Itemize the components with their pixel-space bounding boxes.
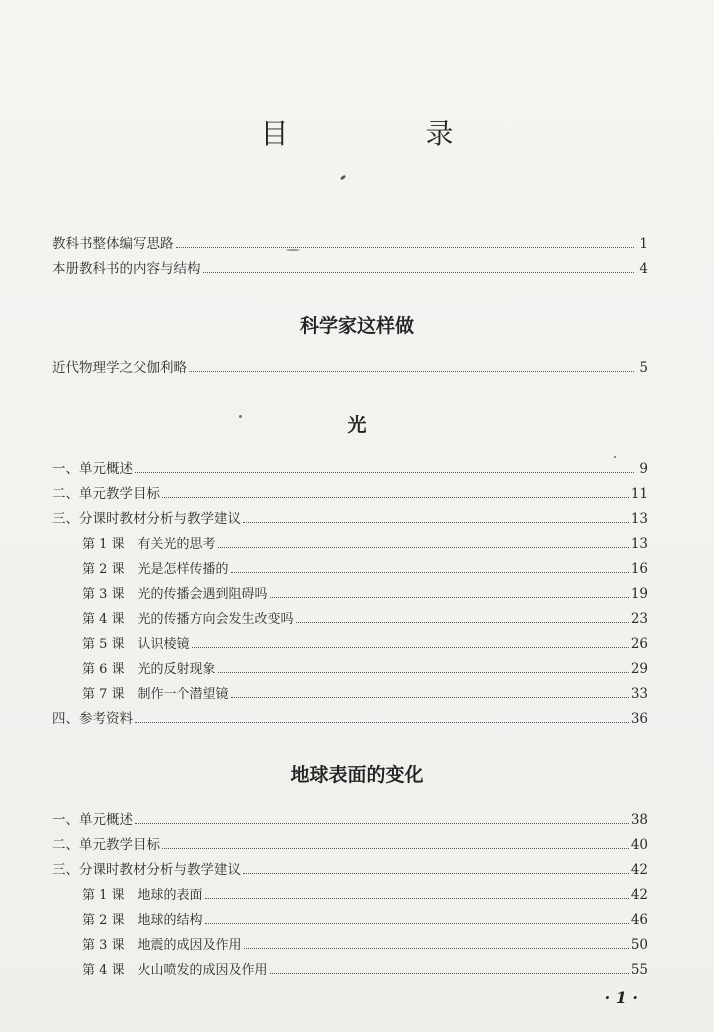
toc-entry[interactable]	[52, 259, 648, 277]
entry-label: 一、单元概述	[52, 812, 133, 828]
toc-lesson-entry[interactable]	[82, 935, 648, 953]
entry-label: 三、分课时教材分析与教学建议	[52, 862, 241, 878]
toc-entry[interactable]	[52, 860, 648, 878]
leader-dots	[243, 522, 629, 523]
leader-dots	[270, 597, 629, 598]
leader-dots	[231, 572, 629, 573]
toc-lesson-entry[interactable]	[82, 609, 648, 627]
scan-speck	[239, 415, 242, 418]
leader-dots	[205, 923, 629, 924]
entry-label: 第 3 课 光的传播会遇到阻碍吗	[82, 587, 268, 602]
entry-label: 二、单元教学目标	[52, 486, 160, 502]
section-heading-earth: 地球表面的变化	[290, 764, 424, 786]
toc-entry[interactable]	[52, 835, 648, 853]
toc-entry[interactable]	[52, 459, 648, 477]
scan-speck	[286, 249, 300, 251]
section-heading-light: 光	[347, 414, 367, 436]
entry-page: 9	[639, 461, 648, 477]
scan-speck	[340, 174, 347, 180]
entry-label: 第 3 课 地震的成因及作用	[82, 938, 242, 953]
entry-label: 第 1 课 有关光的思考	[82, 537, 216, 552]
leader-dots	[243, 873, 629, 874]
entry-page: 16	[630, 561, 648, 577]
entry-page: 29	[630, 661, 648, 677]
leader-dots	[203, 272, 635, 273]
entry-label: 第 2 课 光是怎样传播的	[82, 562, 229, 577]
page-title: 目 录	[260, 117, 518, 150]
entry-label: 第 4 课 火山喷发的成因及作用	[82, 963, 268, 978]
leader-dots	[162, 848, 629, 849]
entry-page: 26	[630, 636, 648, 652]
leader-dots	[231, 697, 629, 698]
toc-entry[interactable]	[52, 234, 648, 252]
entry-label: 第 7 课 制作一个潜望镜	[82, 687, 229, 702]
entry-label: 第 6 课 光的反射现象	[82, 662, 216, 677]
entry-page: 42	[630, 887, 648, 903]
toc-lesson-entry[interactable]	[82, 534, 648, 552]
toc-lesson-entry[interactable]	[82, 559, 648, 577]
entry-page: 1	[639, 236, 648, 252]
entry-page: 42	[630, 862, 648, 878]
entry-page: 4	[639, 261, 648, 277]
entry-label: 近代物理学之父伽利略	[52, 360, 187, 376]
entry-label: 二、单元教学目标	[52, 837, 160, 853]
entry-label: 本册教科书的内容与结构	[52, 261, 201, 277]
toc-lesson-entry[interactable]	[82, 634, 648, 652]
leader-dots	[296, 622, 629, 623]
entry-page: 5	[639, 360, 648, 376]
leader-dots	[189, 371, 634, 372]
toc-entry[interactable]	[52, 484, 648, 502]
toc-lesson-entry[interactable]	[82, 960, 648, 978]
toc-lesson-entry[interactable]	[82, 910, 648, 928]
leader-dots	[244, 948, 629, 949]
toc-entry[interactable]	[52, 810, 648, 828]
entry-label: 第 5 课 认识棱镜	[82, 637, 190, 652]
entry-label: 第 1 课 地球的表面	[82, 888, 203, 903]
leader-dots	[135, 722, 629, 723]
section-heading-scientist: 科学家这样做	[299, 315, 414, 337]
entry-label: 三、分课时教材分析与教学建议	[52, 511, 241, 527]
entry-page: 46	[630, 912, 648, 928]
entry-label: 第 4 课 光的传播方向会发生改变吗	[82, 612, 294, 627]
toc-lesson-entry[interactable]	[82, 584, 648, 602]
entry-page: 13	[630, 511, 648, 527]
scan-speck	[614, 456, 616, 458]
leader-dots	[218, 547, 629, 548]
entry-page: 40	[630, 837, 648, 853]
toc-lesson-entry[interactable]	[82, 684, 648, 702]
entry-page: 33	[630, 686, 648, 702]
toc-lesson-entry[interactable]	[82, 885, 648, 903]
entry-label: 第 2 课 地球的结构	[82, 913, 203, 928]
entry-page: 55	[630, 962, 648, 978]
entry-page: 13	[630, 536, 648, 552]
leader-dots	[162, 497, 629, 498]
toc-entry[interactable]	[52, 358, 648, 376]
entry-page: 38	[630, 812, 648, 828]
entry-page: 19	[630, 586, 648, 602]
entry-page: 11	[630, 486, 648, 502]
entry-label: 一、单元概述	[52, 461, 133, 477]
leader-dots	[135, 472, 634, 473]
toc-lesson-entry[interactable]	[82, 659, 648, 677]
toc-entry[interactable]	[52, 709, 648, 727]
leader-dots	[270, 973, 629, 974]
leader-dots	[176, 247, 635, 248]
page-number: · 1 ·	[604, 988, 638, 1007]
entry-page: 36	[630, 711, 648, 727]
entry-page: 50	[630, 937, 648, 953]
entry-label: 教科书整体编写思路	[52, 236, 174, 252]
toc-entry[interactable]	[52, 509, 648, 527]
entry-label: 四、参考资料	[52, 711, 133, 727]
leader-dots	[218, 672, 629, 673]
leader-dots	[135, 823, 629, 824]
leader-dots	[205, 898, 629, 899]
leader-dots	[192, 647, 629, 648]
entry-page: 23	[630, 611, 648, 627]
